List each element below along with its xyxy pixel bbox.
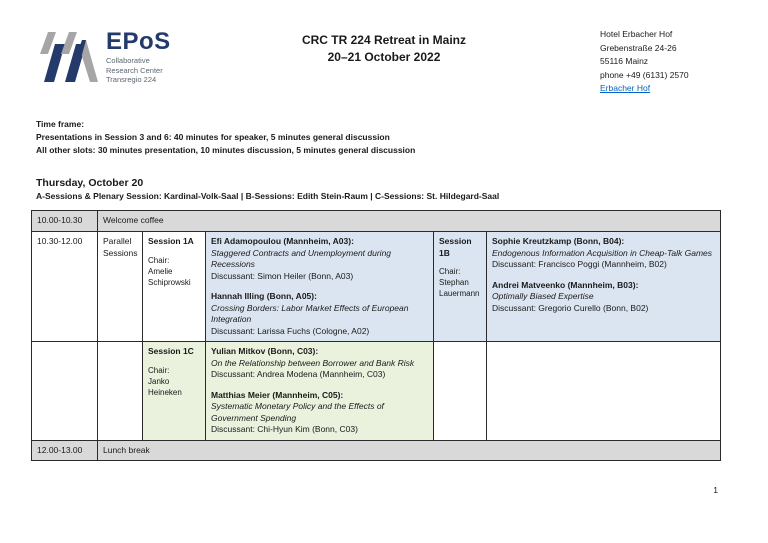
- day-heading: Thursday, October 20: [36, 177, 144, 189]
- session-1c-header: [143, 342, 206, 441]
- table-row-parallel-2: [32, 342, 721, 441]
- table-row-welcome: [32, 211, 721, 232]
- hotel-link[interactable]: Erbacher Hof: [600, 83, 651, 93]
- session-1b-name: Session 1B: [439, 236, 472, 258]
- title-line-1: CRC TR 224 Retreat in Mainz: [301, 33, 467, 47]
- hotel-city: 55116 Mainz: [600, 56, 649, 66]
- schedule-table: [31, 210, 721, 461]
- hotel-address: [600, 28, 689, 96]
- lunch-time: 12.00-13.00: [32, 440, 98, 461]
- session-1a-header: [143, 232, 206, 342]
- table-row-parallel-1: [32, 232, 721, 342]
- session-1c-chair: Chair: Janko Heineken: [148, 365, 182, 397]
- talk: Hannah Illing (Bonn, A05): Crossing Borders: Labor Market Effects of European Integration Discussant: Larissa Fuchs (Cologne, A02): [211, 291, 409, 336]
- epos-wordmark: EPoS: [106, 28, 171, 55]
- hotel-phone: phone +49 (6131) 2570: [600, 69, 689, 80]
- title-line-2: 20–21 October 2022: [327, 50, 441, 64]
- talk: Efi Adamopoulou (Mannheim, A03): Staggered Contracts and Unemployment during Recessions Discussant: Simon Heiler (Bonn, A03): [211, 236, 392, 281]
- timeframe-heading: Time frame:: [36, 119, 85, 129]
- day-rooms: A-Sessions & Plenary Session: Kardinal-Volk-Saal | B-Sessions: Edith Stein-Raum | C-Sessions: St. Hildegard-Saal: [36, 191, 500, 201]
- parallel-label: Parallel Sessions: [98, 232, 143, 342]
- day-block: [36, 176, 499, 203]
- talk: Yulian Mitkov (Bonn, C03): On the Relationship between Borrower and Bank Risk Discussant: Andrea Modena (Mannheim, C03): [211, 346, 415, 379]
- empty-cell: [434, 342, 487, 441]
- empty-cell: [487, 342, 721, 441]
- session-1a-talks: [206, 232, 434, 342]
- timeframe-line-2: All other slots: 30 minutes presentation, 10 minutes discussion, 5 minutes general discussion: [36, 145, 416, 155]
- session-1b-talks: [487, 232, 721, 342]
- welcome-time: 10.00-10.30: [32, 211, 98, 232]
- table-row-lunch: [32, 440, 721, 461]
- empty-time-cell: [32, 342, 98, 441]
- lunch-label: Lunch break: [98, 440, 721, 461]
- empty-cell: [98, 342, 143, 441]
- session-1a-chair: Chair: Amelie Schiprowski: [148, 255, 191, 287]
- session-1b-header: [434, 232, 487, 342]
- talk: Andrei Matveenko (Mannheim, B03): Optimally Biased Expertise Discussant: Gregorio Curello (Bonn, B02): [492, 279, 649, 313]
- hotel-street: Grebenstraße 24-26: [600, 42, 677, 53]
- session-1a-name: Session 1A: [148, 236, 194, 246]
- epos-subtitle: Collaborative Research Center Transregio 224: [106, 56, 163, 84]
- session-1b-chair: Chair: Stephan Lauermann: [439, 267, 480, 298]
- page-number: 1: [713, 485, 718, 495]
- timeframe-line-1: Presentations in Session 3 and 6: 40 minutes for speaker, 5 minutes general discussion: [36, 132, 390, 142]
- session-1c-talks: [206, 342, 434, 441]
- talk: Matthias Meier (Mannheim, C05): Systematic Monetary Policy and the Effects of Government Spending Discussant: Chi-Hyun Kim (Bonn, C03): [211, 389, 384, 434]
- timeframe-note: [36, 118, 415, 157]
- talk: Sophie Kreutzkamp (Bonn, B04): Endogenous Information Acquisition in Cheap-Talk Games Discussant: Francisco Poggi (Mannheim, B02): [492, 236, 713, 269]
- parallel-time: 10.30-12.00: [32, 232, 98, 342]
- session-1c-name: Session 1C: [148, 346, 194, 356]
- welcome-label: Welcome coffee: [98, 211, 721, 232]
- hotel-name: Hotel Erbacher Hof: [600, 29, 673, 39]
